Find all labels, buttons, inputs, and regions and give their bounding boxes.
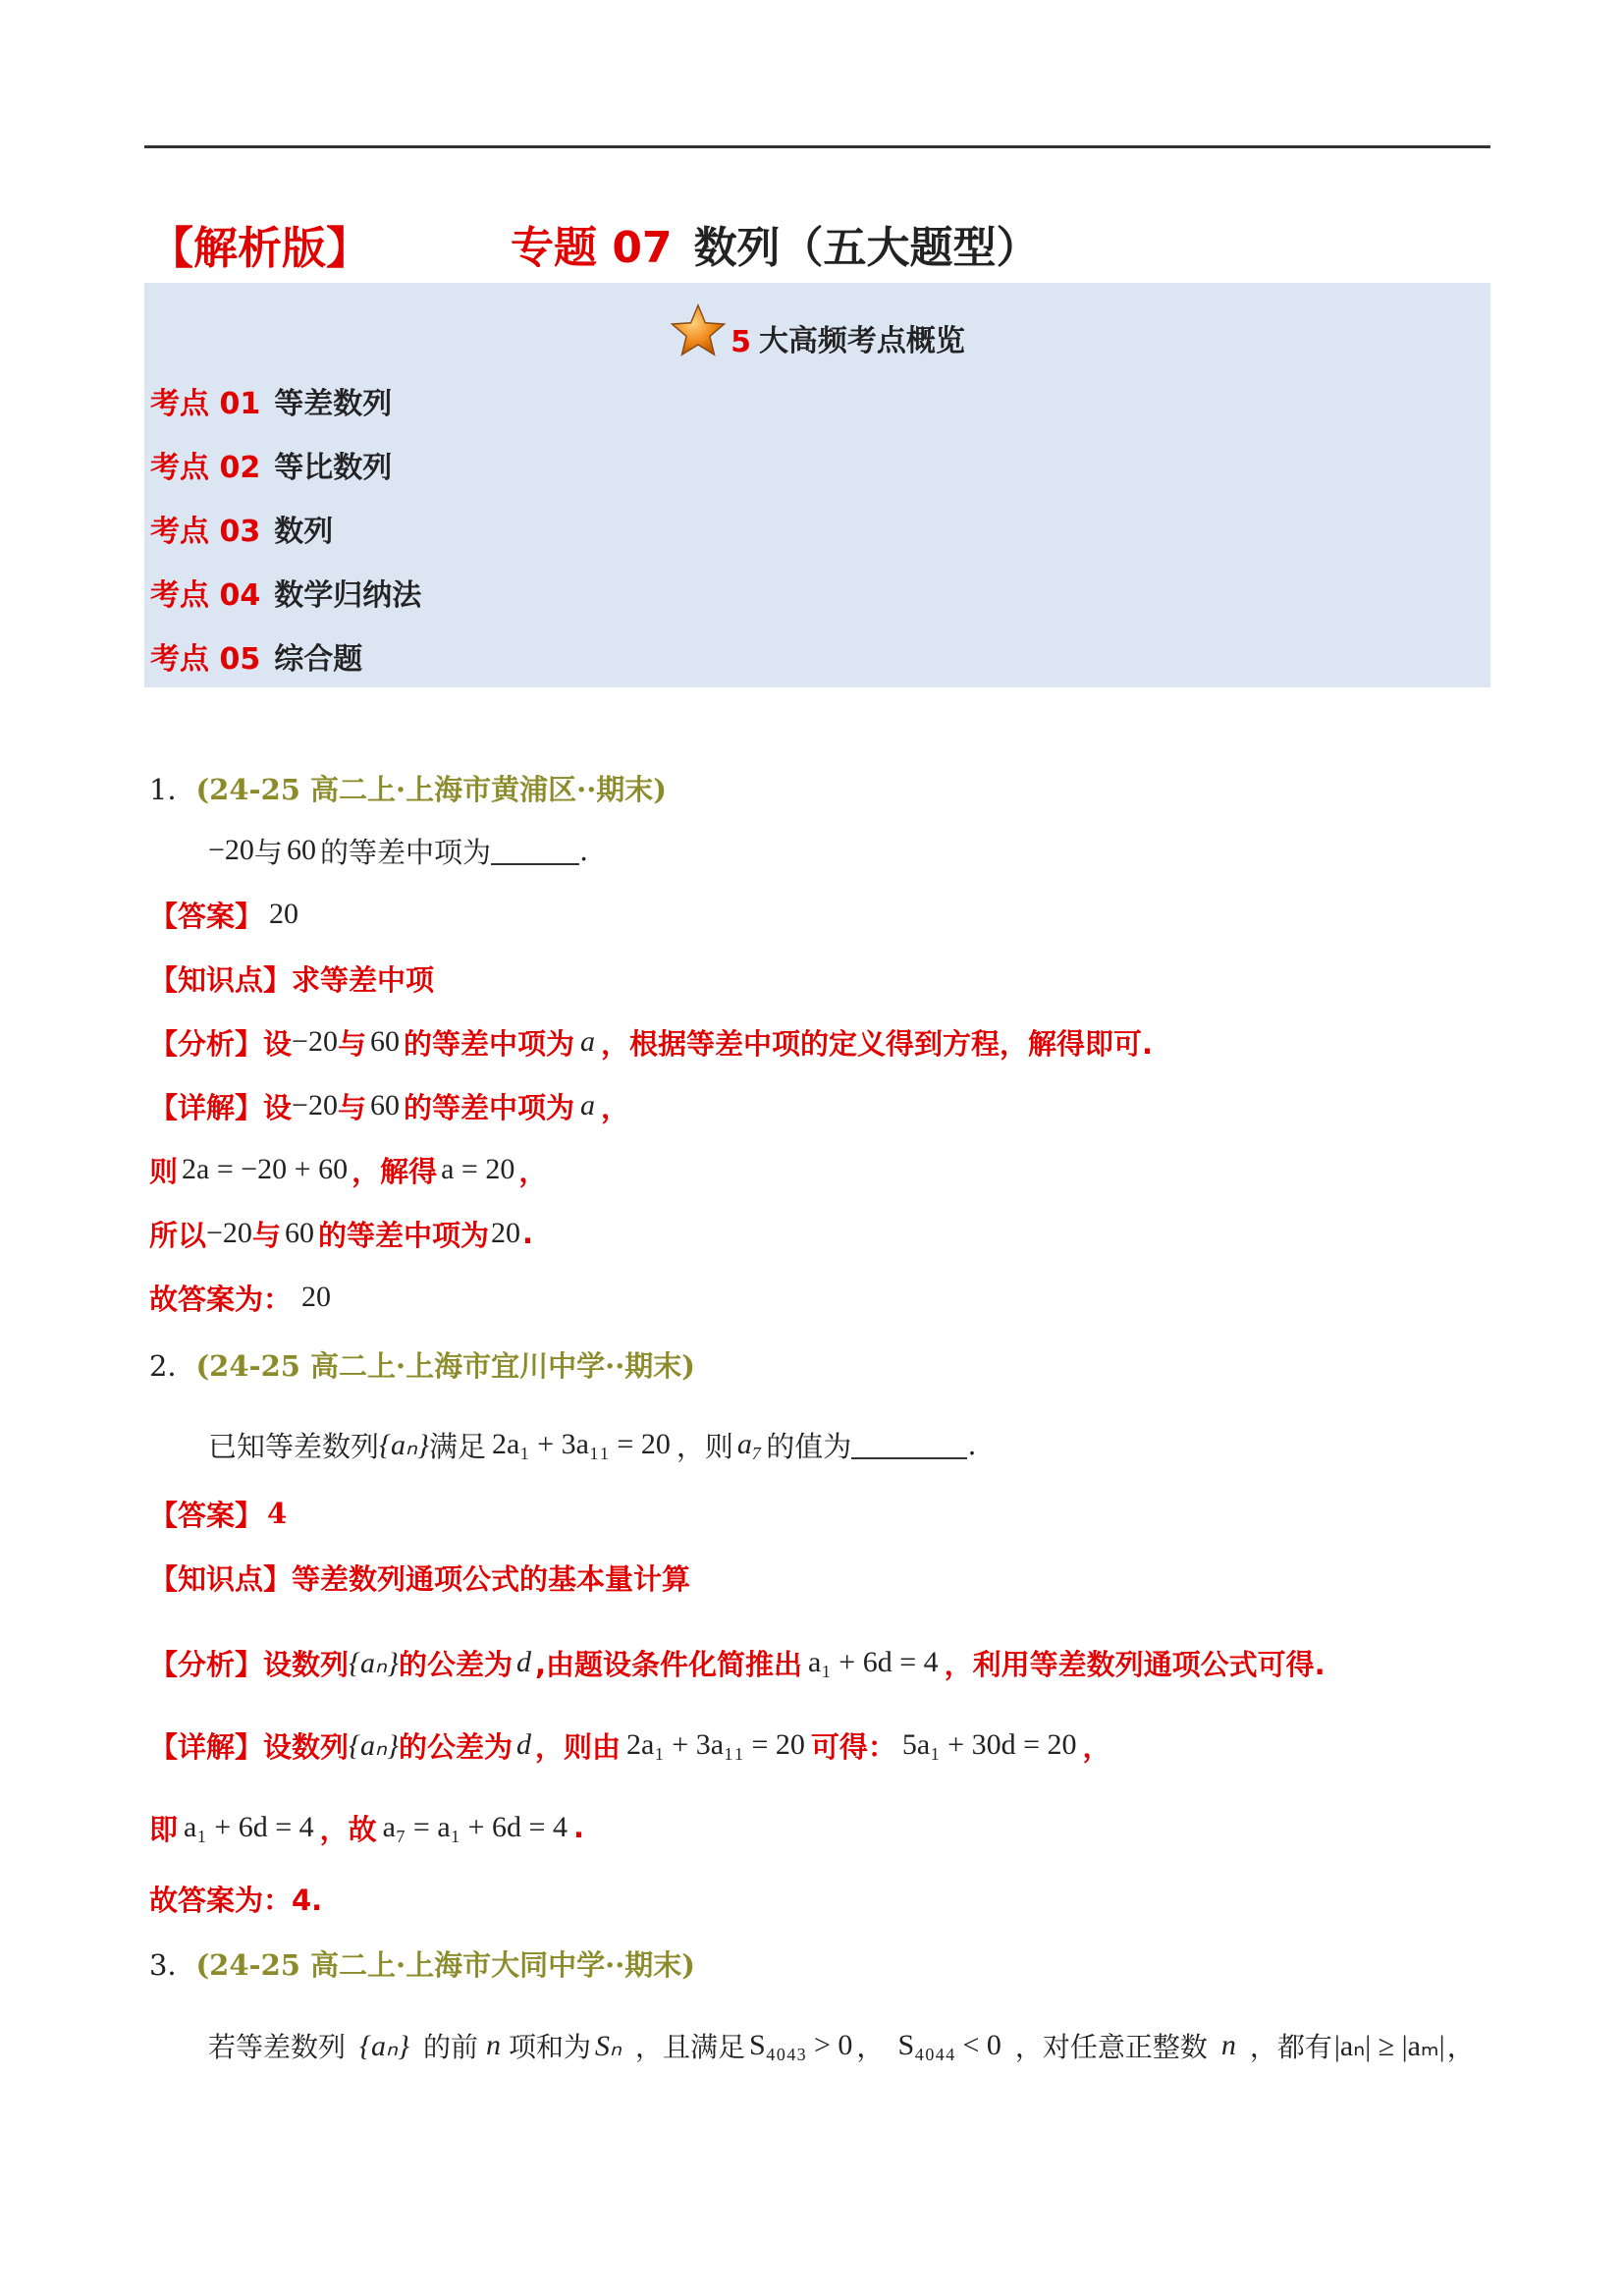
answer-blank [851,1430,967,1459]
answer-blank [491,836,579,865]
math-expr: {aₙ} [379,1428,429,1461]
stem-text: ，对任意正整数 [1014,2031,1208,2063]
analysis-text: ，根据等差中项的定义得到方程，解得即可. [600,1026,1154,1061]
answer-label: 【答案】 [149,899,264,933]
analysis-text: 设 [263,1026,293,1061]
final-value: 20 [301,1281,332,1313]
answer-value: 20 [269,898,299,930]
math-expr: |aₙ| ≥ |aₘ| [1333,2029,1445,2062]
version-tag-text: 【解析版】 [149,221,371,274]
solution-line [149,1805,584,1850]
question-number: 1． [149,772,196,806]
answer-line [149,1491,287,1536]
overview-heading [144,302,1490,359]
math-expr: 60 [369,1025,400,1058]
stem-text: 的等差中项为 [319,835,491,869]
question-2-stem [208,1422,977,1467]
solution-text: 设 [263,1090,293,1124]
star-icon [670,302,727,359]
item-key: 考点 02 [150,451,261,485]
math-expr: a₁ + 6d = 4 [184,1811,314,1843]
answer-value: 4 [267,1497,288,1530]
math-expr: −20 [292,1089,338,1121]
stem-text: 的值为 [766,1429,852,1463]
solution-text: 设数列 [263,1729,350,1764]
question-2-header [149,1341,695,1387]
overview-item [150,573,421,612]
analysis-label: 【分析】 [149,1647,264,1681]
analysis-text: ，利用等差数列通项公式可得. [944,1647,1325,1681]
item-key: 考点 05 [150,642,261,677]
kp-label: 【知识点】 [149,1561,293,1596]
math-expr: {aₙ} [349,1646,399,1679]
math-expr: a [579,1089,595,1121]
math-expr: −20 [208,834,254,866]
math-expr: 2a = −20 + 60 [182,1153,349,1185]
item-key: 考点 03 [150,515,261,549]
item-key: 考点 04 [150,578,261,613]
analysis-line [149,1640,1325,1685]
analysis-text: 设数列 [263,1647,350,1681]
solution-line [149,1083,629,1128]
analysis-label: 【分析】 [149,1026,264,1061]
solution-text: 与 [337,1090,366,1124]
solution-text: 所以 [149,1218,207,1252]
solution-text: ， [518,1154,548,1188]
stem-text: ，都有 [1249,2031,1332,2063]
question-number: 3． [149,1947,196,1982]
item-name: 综合题 [274,642,363,677]
final-label: 故答案为： [149,1282,293,1316]
stem-text: . [967,1428,977,1461]
analysis-text: 的等差中项为 [403,1026,574,1061]
solution-label: 【详解】 [149,1090,264,1124]
final-answer-line [149,1275,331,1320]
overview-count: 5 [730,325,751,359]
math-expr: 20 [490,1217,520,1249]
stem-text: . [578,834,589,867]
math-expr: 60 [369,1089,400,1121]
math-expr: 2a₁ + 3a₁₁ = 20 [491,1428,671,1460]
math-expr: d [516,1646,531,1678]
item-name: 等比数列 [274,451,393,485]
solution-line [149,1147,547,1192]
overview-item [150,381,392,420]
math-expr: S₄₀₄₄ < 0 [897,2029,1001,2061]
math-expr: 60 [286,834,316,866]
stem-text: 项和为 [508,2031,591,2063]
stem-text: ，且满足 [634,2031,745,2063]
item-key: 考点 01 [150,387,261,421]
math-expr: 2a₁ + 3a₁₁ = 20 [626,1728,805,1761]
solution-text: 即 [149,1812,179,1846]
page-title [511,212,1040,275]
math-expr: a = 20 [441,1153,515,1185]
stem-text: ， [1446,2031,1475,2063]
analysis-line [149,1019,1153,1065]
math-expr: a₁ + 6d = 4 [808,1646,939,1678]
stem-text: 已知等差数列 [208,1429,380,1463]
math-expr: d [516,1728,531,1761]
analysis-text: ,由题设条件化简推出 [535,1647,803,1681]
final-answer-text: 故答案为：4. [149,1883,323,1917]
overview-item [150,509,333,548]
solution-text: ， [1082,1729,1111,1764]
math-expr: 60 [284,1217,314,1249]
solution-text: 的公差为 [398,1729,513,1764]
solution-text: . [521,1217,533,1250]
solution-text: ，故 [319,1812,377,1846]
question-1-stem [208,828,588,873]
stem-text: 满足 [428,1429,486,1463]
final-answer-line [149,1876,322,1921]
version-tag [149,212,370,275]
math-expr: a [579,1025,595,1058]
math-expr: S₄₀₄₃ > 0 [748,2029,853,2061]
overview-title: 大高频考点概览 [758,324,965,358]
solution-text: 的等差中项为 [403,1090,574,1124]
math-expr: n [485,2029,501,2061]
solution-label: 【详解】 [149,1729,264,1764]
knowledge-point-line [149,1555,690,1600]
solution-text: ， [600,1090,629,1124]
item-name: 等差数列 [274,387,393,421]
math-expr: n [1220,2029,1236,2061]
math-expr: a₇ [736,1428,763,1460]
math-expr: −20 [292,1025,338,1058]
math-expr: {aₙ} [359,2029,409,2062]
kp-label: 【知识点】 [149,962,293,997]
math-expr: a₇ = a₁ + 6d = 4 [382,1811,568,1843]
question-source: (24-25 高二上·上海市黄浦区··期末) [195,772,668,806]
kp-text: 求等差中项 [292,962,435,997]
math-expr: Sₙ [595,2029,622,2062]
solution-line [149,1211,533,1256]
topic-number: 专题 07 [511,223,673,273]
solution-text: 与 [251,1218,281,1252]
stem-text: 若等差数列 [208,2031,347,2063]
analysis-text: 与 [337,1026,366,1061]
item-name: 数学归纳法 [274,578,422,613]
analysis-text: 的公差为 [398,1647,513,1681]
stem-text: 的前 [422,2031,478,2063]
answer-line [149,892,298,937]
header-rule [144,145,1490,148]
question-1-header [149,765,667,810]
stem-text: ，则 [676,1429,733,1463]
solution-text: 的等差中项为 [317,1218,489,1252]
overview-item [150,636,362,676]
kp-text: 等差数列通项公式的基本量计算 [292,1561,691,1596]
math-expr: −20 [206,1217,252,1249]
overview-item [150,445,392,484]
solution-text: ，则由 [535,1729,622,1764]
solution-text: ，解得 [352,1154,438,1188]
item-name: 数列 [274,515,334,549]
question-source: (24-25 高二上·上海市大同中学··期末) [195,1947,696,1982]
stem-text: 与 [253,835,283,869]
question-3-header [149,1941,695,1986]
question-number: 2． [149,1348,196,1383]
overview-box [144,283,1490,687]
knowledge-point-line [149,956,434,1001]
solution-text: 则 [149,1154,179,1188]
answer-label: 【答案】 [149,1498,264,1532]
math-expr: 5a₁ + 30d = 20 [901,1728,1077,1761]
question-3-stem [208,2023,1475,2068]
question-source: (24-25 高二上·上海市宜川中学··期末) [195,1348,696,1383]
solution-text: . [572,1811,584,1844]
solution-text: 可得： [810,1729,896,1764]
solution-line [149,1722,1111,1768]
topic-name: 数列（五大题型） [693,223,1040,273]
stem-text: ， [856,2031,885,2063]
math-expr: {aₙ} [349,1728,399,1762]
